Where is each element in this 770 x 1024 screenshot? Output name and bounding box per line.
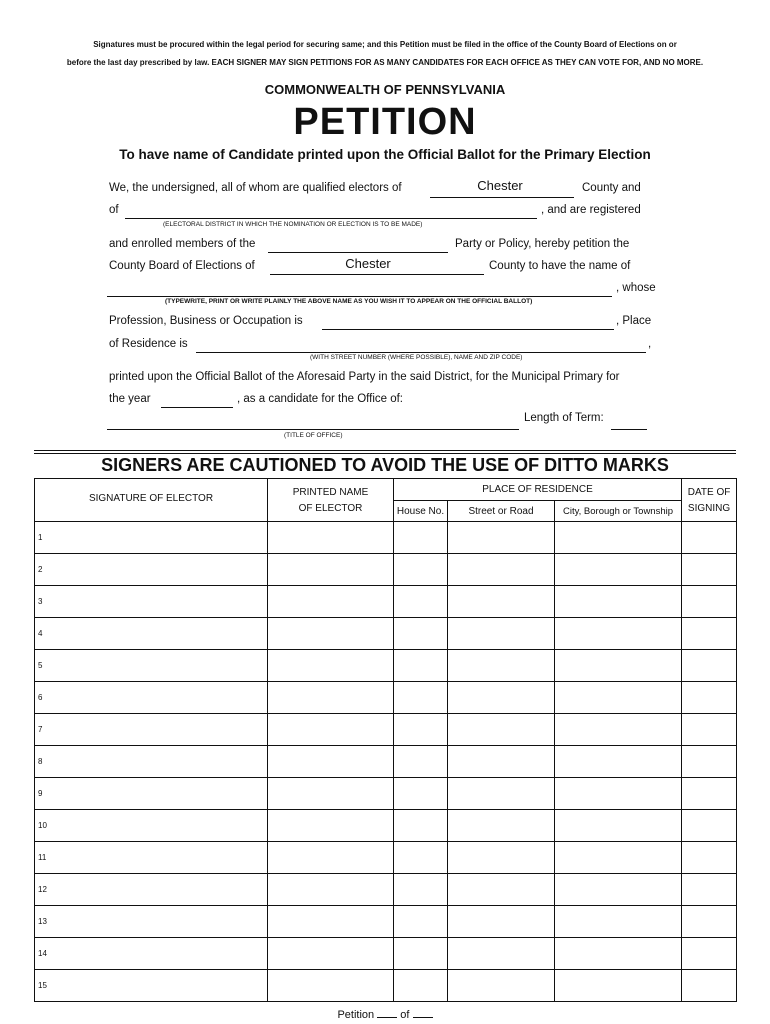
residence-label: of Residence is: [109, 338, 188, 350]
street-column-header: Street or Road: [448, 501, 555, 522]
house-number-cell[interactable]: [394, 586, 448, 618]
party-policy-text: Party or Policy, hereby petition the: [455, 238, 630, 250]
city-cell[interactable]: [555, 874, 682, 906]
row-number: 13: [38, 917, 47, 926]
row-number: 10: [38, 821, 47, 830]
electors-statement-text: We, the undersigned, all of whom are qualified electors of: [109, 182, 402, 194]
electoral-district-caption: (ELECTORAL DISTRICT IN WHICH THE NOMINATION OR ELECTION IS TO BE MADE): [163, 221, 423, 228]
table-row: [35, 810, 737, 842]
house-number-cell[interactable]: [394, 842, 448, 874]
board-county-field[interactable]: Chester: [345, 256, 391, 271]
party-field[interactable]: [268, 252, 448, 253]
filing-notice-line-1: Signatures must be procured within the legal period for securing same; and this Petition must be filed in the office of the County Board of Elections on or: [93, 40, 677, 49]
city-cell[interactable]: [555, 586, 682, 618]
table-row: [35, 938, 737, 970]
row-number: 12: [38, 885, 47, 894]
signature-table: [34, 478, 737, 1002]
street-cell[interactable]: [448, 906, 555, 938]
street-cell[interactable]: [448, 970, 555, 1002]
of-text: of: [109, 204, 119, 216]
petition-label: Petition: [337, 1009, 375, 1021]
candidate-name-caption: (TYPEWRITE, PRINT OR WRITE PLAINLY THE ABOVE NAME AS YOU WISH IT TO APPEAR ON THE OFFICIAL BALLOT): [165, 298, 533, 305]
house-number-cell[interactable]: [394, 874, 448, 906]
signature-cell[interactable]: [35, 682, 268, 714]
house-number-cell[interactable]: [394, 522, 448, 554]
street-cell[interactable]: [448, 778, 555, 810]
date-cell[interactable]: [682, 810, 737, 842]
date-header-line-1: DATE OF: [687, 487, 731, 498]
house-number-cell[interactable]: [394, 938, 448, 970]
date-cell[interactable]: [682, 522, 737, 554]
street-cell[interactable]: [448, 554, 555, 586]
date-cell[interactable]: [682, 714, 737, 746]
electoral-district-field[interactable]: [125, 218, 537, 219]
residence-caption: (WITH STREET NUMBER (WHERE POSSIBLE), NAME AND ZIP CODE): [310, 354, 523, 361]
residence-comma: ,: [648, 338, 652, 350]
street-cell[interactable]: [448, 874, 555, 906]
ballot-statement-text: printed upon the Official Ballot of the Aforesaid Party in the said District, for the Municipal Primary for: [109, 371, 620, 383]
city-cell[interactable]: [555, 554, 682, 586]
city-cell[interactable]: [555, 522, 682, 554]
house-number-cell[interactable]: [394, 682, 448, 714]
house-number-cell[interactable]: [394, 554, 448, 586]
table-row: [35, 554, 737, 586]
house-number-cell[interactable]: [394, 970, 448, 1002]
house-number-cell[interactable]: [394, 906, 448, 938]
commonwealth-heading: COMMONWEALTH OF PENNSYLVANIA: [264, 82, 506, 97]
house-number-cell[interactable]: [394, 746, 448, 778]
enrolled-members-text: and enrolled members of the: [109, 238, 256, 250]
county-field-underline: [430, 197, 574, 198]
street-cell[interactable]: [448, 842, 555, 874]
signature-cell[interactable]: [35, 618, 268, 650]
signature-cell[interactable]: [35, 938, 268, 970]
year-field[interactable]: [161, 407, 233, 408]
table-row: [35, 778, 737, 810]
street-cell[interactable]: [448, 810, 555, 842]
house-number-column-header: House No.: [394, 501, 448, 522]
table-row: [35, 906, 737, 938]
street-cell[interactable]: [448, 682, 555, 714]
printed-name-cell[interactable]: [268, 810, 394, 842]
printed-name-header-line-1: PRINTED NAME: [292, 487, 369, 498]
date-cell[interactable]: [682, 906, 737, 938]
printed-name-cell[interactable]: [268, 554, 394, 586]
date-cell[interactable]: [682, 842, 737, 874]
date-cell[interactable]: [682, 746, 737, 778]
house-number-cell[interactable]: [394, 618, 448, 650]
signature-cell[interactable]: [35, 554, 268, 586]
date-cell[interactable]: [682, 650, 737, 682]
date-of-signing-column-header: [682, 479, 737, 522]
row-number: 9: [38, 789, 43, 798]
signature-cell[interactable]: [35, 746, 268, 778]
row-number: 1: [38, 533, 43, 542]
row-number: 3: [38, 597, 43, 606]
signature-cell[interactable]: [35, 970, 268, 1002]
signature-cell[interactable]: [35, 842, 268, 874]
row-number: 5: [38, 661, 43, 670]
of-label: of: [400, 1009, 410, 1021]
printed-name-cell[interactable]: [268, 682, 394, 714]
printed-name-cell[interactable]: [268, 714, 394, 746]
row-number: 14: [38, 949, 47, 958]
year-label: the year: [109, 393, 151, 405]
street-cell[interactable]: [448, 618, 555, 650]
table-row: [35, 842, 737, 874]
table-row: [35, 522, 737, 554]
table-row: [35, 650, 737, 682]
printed-name-cell[interactable]: [268, 874, 394, 906]
ditto-marks-caution: SIGNERS ARE CAUTIONED TO AVOID THE USE OF DITTO MARKS: [101, 455, 669, 475]
date-cell[interactable]: [682, 778, 737, 810]
table-row: [35, 618, 737, 650]
city-cell[interactable]: [555, 714, 682, 746]
candidate-name-field[interactable]: [107, 296, 612, 297]
row-number: 11: [38, 853, 47, 862]
table-row: [35, 874, 737, 906]
occupation-label: Profession, Business or Occupation is: [109, 315, 303, 327]
date-cell[interactable]: [682, 618, 737, 650]
occupation-field[interactable]: [322, 329, 614, 330]
date-cell[interactable]: [682, 682, 737, 714]
city-cell[interactable]: [555, 650, 682, 682]
signature-cell[interactable]: [35, 650, 268, 682]
house-number-cell[interactable]: [394, 650, 448, 682]
county-field[interactable]: Chester: [477, 178, 523, 193]
place-text: , Place: [616, 315, 652, 327]
printed-name-cell[interactable]: [268, 970, 394, 1002]
street-cell[interactable]: [448, 746, 555, 778]
petition-page-counter: [0, 1008, 770, 1021]
row-number: 2: [38, 565, 43, 574]
printed-name-cell[interactable]: [268, 618, 394, 650]
date-cell[interactable]: [682, 554, 737, 586]
city-cell[interactable]: [555, 682, 682, 714]
page-subtitle: To have name of Candidate printed upon the Official Ballot for the Primary Election: [119, 147, 651, 162]
printed-name-header-line-2: OF ELECTOR: [298, 503, 363, 514]
city-cell[interactable]: [555, 778, 682, 810]
row-number: 15: [38, 981, 47, 990]
printed-name-column-header: [268, 479, 394, 522]
county-board-text: County Board of Elections of: [109, 260, 255, 272]
city-cell[interactable]: [555, 618, 682, 650]
filing-notice-line-2: before the last day prescribed by law. EACH SIGNER MAY SIGN PETITIONS FOR AS MANY CANDIDATES FOR EACH OFFICE AS THEY CAN VOTE FOR, AND NO MORE.: [66, 58, 704, 67]
table-row: [35, 586, 737, 618]
length-of-term-field[interactable]: [611, 429, 647, 430]
place-of-residence-header: PLACE OF RESIDENCE: [394, 479, 682, 501]
date-header-line-2: SIGNING: [687, 503, 731, 514]
printed-name-cell[interactable]: [268, 842, 394, 874]
date-cell[interactable]: [682, 938, 737, 970]
printed-name-cell[interactable]: [268, 586, 394, 618]
house-number-cell[interactable]: [394, 810, 448, 842]
city-cell[interactable]: [555, 842, 682, 874]
signature-cell[interactable]: [35, 522, 268, 554]
house-number-cell[interactable]: [394, 778, 448, 810]
signature-cell[interactable]: [35, 586, 268, 618]
printed-name-cell[interactable]: [268, 650, 394, 682]
name-of-text: County to have the name of: [489, 260, 631, 272]
printed-name-cell[interactable]: [268, 746, 394, 778]
office-title-field[interactable]: [107, 429, 519, 430]
table-row: [35, 970, 737, 1002]
signature-cell[interactable]: [35, 714, 268, 746]
signature-cell[interactable]: [35, 906, 268, 938]
table-row: [35, 714, 737, 746]
residence-field[interactable]: [196, 352, 646, 353]
row-number: 7: [38, 725, 43, 734]
printed-name-cell[interactable]: [268, 522, 394, 554]
petition-total-field[interactable]: [413, 1008, 433, 1018]
city-cell[interactable]: [555, 970, 682, 1002]
divider-rule-top: [34, 450, 736, 451]
city-cell[interactable]: [555, 746, 682, 778]
street-cell[interactable]: [448, 522, 555, 554]
city-cell[interactable]: [555, 906, 682, 938]
city-column-header: City, Borough or Township: [555, 501, 682, 522]
registered-text: , and are registered: [541, 204, 641, 216]
house-number-cell[interactable]: [394, 714, 448, 746]
printed-name-cell[interactable]: [268, 906, 394, 938]
street-cell[interactable]: [448, 650, 555, 682]
county-and-text: County and: [582, 182, 641, 194]
row-number: 4: [38, 629, 43, 638]
city-cell[interactable]: [555, 938, 682, 970]
signature-cell[interactable]: [35, 810, 268, 842]
signature-cell[interactable]: [35, 778, 268, 810]
petition-number-field[interactable]: [377, 1008, 397, 1018]
page-title: PETITION: [293, 101, 477, 143]
printed-name-cell[interactable]: [268, 778, 394, 810]
table-row: [35, 682, 737, 714]
row-number: 6: [38, 693, 43, 702]
office-statement-text: , as a candidate for the Office of:: [237, 393, 403, 405]
board-county-field-underline: [270, 274, 484, 275]
date-cell[interactable]: [682, 874, 737, 906]
street-cell[interactable]: [448, 586, 555, 618]
whose-text: , whose: [616, 282, 656, 294]
signature-cell[interactable]: [35, 874, 268, 906]
office-title-caption: (TITLE OF OFFICE): [284, 432, 343, 439]
street-cell[interactable]: [448, 938, 555, 970]
row-number: 8: [38, 757, 43, 766]
divider-rule-second: [34, 453, 736, 454]
street-cell[interactable]: [448, 714, 555, 746]
length-of-term-label: Length of Term:: [524, 412, 604, 424]
date-cell[interactable]: [682, 586, 737, 618]
date-cell[interactable]: [682, 970, 737, 1002]
table-row: [35, 746, 737, 778]
signature-column-header: SIGNATURE OF ELECTOR: [35, 479, 268, 522]
city-cell[interactable]: [555, 810, 682, 842]
printed-name-cell[interactable]: [268, 938, 394, 970]
